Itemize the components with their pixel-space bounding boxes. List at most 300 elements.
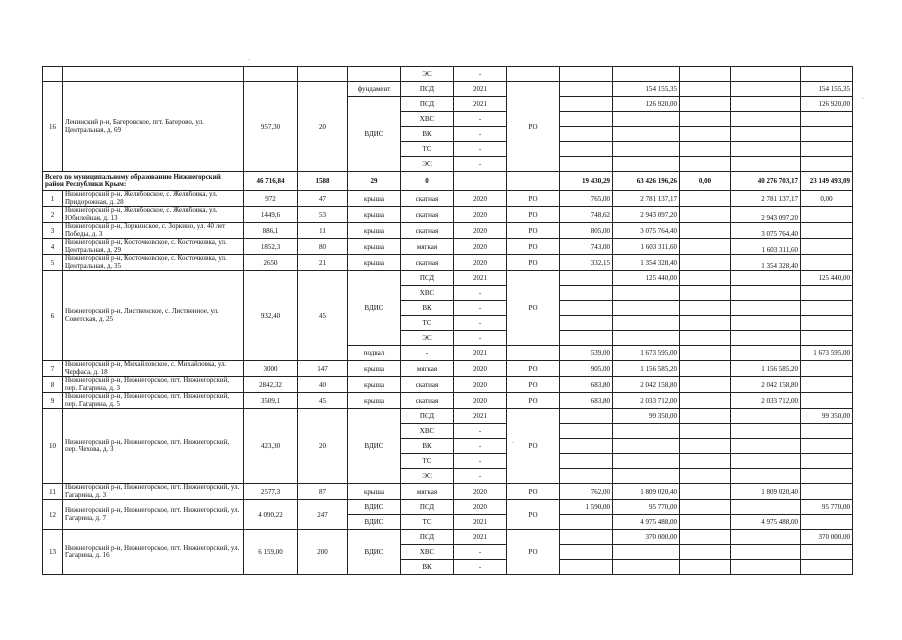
table-cell: 762,00 [560,484,613,500]
table-cell: ХВС [401,424,454,439]
table-cell: - [454,112,507,127]
table-cell: 45 [298,271,348,361]
table-cell [731,301,801,316]
table-cell: 99 350,00 [801,409,853,424]
table-cell: подвал [348,346,401,361]
table-cell: 2020 [454,484,507,500]
table-cell [613,316,680,331]
capital-repair-table [42,66,853,575]
table-cell: 1 603 311,60 [613,239,680,255]
table-cell: РО [507,377,560,393]
table-cell: 46 716,84 [244,172,298,191]
table-cell: крыша [348,377,401,393]
table-cell: ПСД [401,409,454,424]
table-cell [801,316,853,331]
table-cell [43,67,63,82]
table-cell [680,301,731,316]
table-cell [801,469,853,484]
table-cell: 2020 [454,500,507,515]
table-cell [613,286,680,301]
table-cell: 6 [43,271,63,361]
table-cell [560,112,613,127]
table-cell: 2650 [244,255,298,271]
table-cell: Нижнегорский р-н, Нижнегорское, пгт. Нижнегорский, пер. Гагарина, д. 3 [63,377,244,393]
table-cell [731,316,801,331]
table-cell: 11 [298,223,348,239]
table-cell [801,331,853,346]
table-cell: - [454,301,507,316]
table-cell: 154 155,35 [613,82,680,97]
table-cell: ЭС [401,331,454,346]
table-cell: 1 673 595,00 [613,346,680,361]
table-row [43,255,853,271]
table-cell: 3 075 764,40 [613,223,680,239]
table-cell [801,377,853,393]
table-row [43,239,853,255]
table-cell [560,286,613,301]
table-cell: 247 [298,500,348,530]
table-cell [560,454,613,469]
table-cell: 2 033 712,00 [613,393,680,409]
table-cell [680,207,731,223]
table-cell [680,484,731,500]
table-cell: 2020 [454,207,507,223]
table-cell: Всего по муниципальному образованию Нижнегорский район Республики Крым: [43,172,244,191]
table-cell: 743,00 [560,239,613,255]
table-cell [244,67,298,82]
table-cell: ХВС [401,286,454,301]
table-cell: крыша [348,255,401,271]
table-cell [613,112,680,127]
table-cell [348,67,401,82]
table-cell: 1 603 311,60 [731,239,801,255]
table-cell: 3 075 764,40 [731,223,801,239]
table-cell: 2 042 158,80 [613,377,680,393]
table-cell [731,142,801,157]
table-cell: скатная [401,377,454,393]
table-row [43,377,853,393]
table-cell [680,112,731,127]
table-cell: 10 [43,409,63,484]
table-cell: 1 673 595,00 [801,346,853,361]
table-cell: 3000 [244,361,298,377]
table-cell: 40 276 703,17 [731,172,801,191]
table-cell: Нижнегорский р-н, Нижнегорское, пгт. Нижнегорский, ул. Гагарина, д. 7 [63,500,244,530]
table-cell: 748,62 [560,207,613,223]
table-cell [731,271,801,286]
table-cell: 125 440,00 [613,271,680,286]
table-cell: 2021 [454,97,507,112]
table-cell [801,67,853,82]
table-cell [680,500,731,515]
table-cell [731,409,801,424]
table-row [43,223,853,239]
table-cell [801,239,853,255]
table-cell: Нижнегорский р-н, Нижнегорское, пгт. Нижнегорский, ул. Гагарина, д. 16 [63,530,244,575]
table-cell [560,271,613,286]
table-cell: 370 000,00 [613,530,680,545]
table-cell [731,454,801,469]
table-cell: 95 770,00 [613,500,680,515]
table-cell: ТС [401,454,454,469]
table-cell: 932,40 [244,271,298,361]
table-cell: 4 975 488,00 [613,515,680,530]
table-cell [801,127,853,142]
table-cell: - [454,424,507,439]
table-cell [680,286,731,301]
table-cell: Ленинский р-н, Багеровское, пгт. Багерово, ул. Центральная, д. 69 [63,82,244,172]
table-cell: Нижнегорский р-н, Нижнегорское, пгт. Нижнегорский, ул. Гагарина, д. 3 [63,484,244,500]
table-cell: 2020 [454,191,507,207]
table-cell: 8 [43,377,63,393]
table-cell: 2 033 712,00 [731,393,801,409]
table-cell [613,157,680,172]
table-cell: РО [507,361,560,377]
table-cell: РО [507,207,560,223]
table-cell: - [454,142,507,157]
table-cell: Нижнегорский р-н, Косточковское, с. Косточковка, ул. Центральная, д. 29 [63,239,244,255]
table-cell: Нижнегорский р-н, Михайловское, с. Михайловка, ул. Черфаса, д. 18 [63,361,244,377]
table-cell: ВДИС [348,500,401,515]
table-cell: ВК [401,127,454,142]
table-cell: ЭС [401,157,454,172]
table-cell [680,67,731,82]
table-cell [613,439,680,454]
table-cell [801,142,853,157]
table-cell: 972 [244,191,298,207]
table-cell [731,82,801,97]
table-row [43,361,853,377]
table-cell: 154 155,35 [801,82,853,97]
table-cell: 683,80 [560,393,613,409]
table-cell [680,239,731,255]
table-cell: 19 430,29 [560,172,613,191]
table-cell [731,286,801,301]
table-cell: ВДИС [348,97,401,172]
table-cell: 11 [43,484,63,500]
table-cell [680,82,731,97]
table-cell: 125 440,00 [801,271,853,286]
table-cell: - [454,127,507,142]
table-cell [560,560,613,575]
table-cell: скатная [401,393,454,409]
table-row [43,207,853,223]
table-cell: - [454,286,507,301]
table-cell [680,424,731,439]
table-cell [613,142,680,157]
total-row [43,172,853,191]
table-cell: ТС [401,142,454,157]
table-cell: 16 [43,82,63,172]
table-cell [560,424,613,439]
table-cell: 95 770,00 [801,500,853,515]
table-cell: 0,00 [680,172,731,191]
table-cell: ПСД [401,530,454,545]
table-cell: РО [507,530,560,575]
table-cell: 4 090,22 [244,500,298,530]
table-cell [613,127,680,142]
table-cell [801,157,853,172]
table-cell [680,127,731,142]
table-cell: 21 [298,255,348,271]
table-cell [507,346,560,361]
table-row [43,82,853,97]
table-cell: 45 [298,393,348,409]
table-cell: крыша [348,393,401,409]
table-cell [560,469,613,484]
table-row [43,67,853,82]
table-cell [731,500,801,515]
table-cell: 2 943 097,20 [613,207,680,223]
table-cell: РО [507,223,560,239]
table-cell: 905,00 [560,361,613,377]
table-cell: Нижнегорский р-н, Лиственское, с. Лиственное, ул. Советская, д. 25 [63,271,244,361]
table-cell: РО [507,393,560,409]
table-cell: ТС [401,515,454,530]
table-cell: скатная [401,207,454,223]
table-row [43,393,853,409]
table-cell [801,545,853,560]
table-cell [507,67,560,82]
table-cell: 2 943 097,20 [731,207,801,223]
table-cell: крыша [348,223,401,239]
table-cell: 2021 [454,271,507,286]
table-cell: 126 920,00 [801,97,853,112]
table-cell: крыша [348,361,401,377]
table-cell: 1 354 328,40 [731,255,801,271]
table-cell: мягкая [401,361,454,377]
table-cell [801,439,853,454]
table-cell: 1449,6 [244,207,298,223]
table-cell [680,157,731,172]
table-cell: РО [507,409,560,484]
table-cell: ЭС [401,469,454,484]
table-cell [298,67,348,82]
table-cell: - [401,346,454,361]
table-cell: 539,00 [560,346,613,361]
table-cell [680,469,731,484]
table-cell: 87 [298,484,348,500]
table-cell: 2842,32 [244,377,298,393]
table-cell: крыша [348,239,401,255]
table-cell [801,560,853,575]
table-cell [801,112,853,127]
table-cell: скатная [401,255,454,271]
table-cell [560,409,613,424]
table-cell [560,97,613,112]
table-cell [801,286,853,301]
table-cell [680,271,731,286]
table-cell: 6 159,00 [244,530,298,575]
table-cell: 2021 [454,515,507,530]
table-cell: 3509,1 [244,393,298,409]
table-cell [560,331,613,346]
table-cell: РО [507,271,560,346]
table-cell: 2020 [454,239,507,255]
table-cell [613,469,680,484]
table-cell [680,361,731,377]
table-cell [680,409,731,424]
table-cell: 1588 [298,172,348,191]
table-cell: мягкая [401,484,454,500]
table-cell [801,255,853,271]
table-cell [731,469,801,484]
table-cell [731,127,801,142]
table-cell: 2020 [454,361,507,377]
scan-speck: · [248,57,250,64]
table-cell: мягкая [401,239,454,255]
table-cell: 765,00 [560,191,613,207]
table-cell: 1 809 020,40 [731,484,801,500]
table-cell [801,361,853,377]
table-cell: 1 156 585,20 [731,361,801,377]
table-cell [680,223,731,239]
table-row [43,530,853,545]
table-cell: 147 [298,361,348,377]
table-cell: 370 000,00 [801,530,853,545]
table-cell [801,223,853,239]
table-cell: Нижнегорский р-н, Желябовское, с. Желябовка, ул. Юбилейная, д. 13 [63,207,244,223]
table-cell: 2020 [454,377,507,393]
table-cell [680,530,731,545]
table-cell: ПСД [401,82,454,97]
table-row [43,484,853,500]
table-cell [560,67,613,82]
table-cell: 2577,3 [244,484,298,500]
table-cell: фундамент [348,82,401,97]
table-cell: - [454,157,507,172]
table-cell: ВК [401,301,454,316]
table-cell [560,127,613,142]
table-cell: ХВС [401,545,454,560]
table-cell [801,424,853,439]
table-cell: ВДИС [348,409,401,484]
table-cell: - [454,545,507,560]
table-cell [731,346,801,361]
table-cell [63,67,244,82]
table-cell [613,424,680,439]
table-cell: скатная [401,191,454,207]
table-cell [801,484,853,500]
table-cell: - [454,316,507,331]
table-cell: ПСД [401,271,454,286]
table-cell: скатная [401,223,454,239]
table-cell: РО [507,239,560,255]
table-row [43,409,853,424]
table-cell: 2021 [454,82,507,97]
table-cell: 2 781 137,17 [731,191,801,207]
table-cell [680,191,731,207]
table-cell: ХВС [401,112,454,127]
table-cell: 13 [43,530,63,575]
table-cell: 1 354 328,40 [613,255,680,271]
table-cell: 2 [43,207,63,223]
table-cell [613,560,680,575]
table-cell: 23 149 493,09 [801,172,853,191]
table-cell: Нижнегорский р-н, Нижнегорское, пгт. Нижнегорский, пер. Гагарина, д. 5 [63,393,244,409]
table-cell [560,142,613,157]
table-cell [731,424,801,439]
table-cell: - [454,560,507,575]
table-cell [560,545,613,560]
table-cell: ВДИС [348,530,401,575]
table-cell: Нижнегорский р-н, Косточковское, с. Косточковка, ул. Центральная, д. 35 [63,255,244,271]
table-cell: ВК [401,560,454,575]
table-cell [507,172,560,191]
table-cell: ВДИС [348,515,401,530]
table-cell: 20 [298,409,348,484]
table-cell: 1852,3 [244,239,298,255]
table-cell [680,560,731,575]
table-row [43,500,853,515]
table-cell: - [454,454,507,469]
table-cell: 53 [298,207,348,223]
table-cell [560,515,613,530]
table-cell: Нижнегорский р-н, Зоркинское, с. Зоркино, ул. 40 лет Победы, д. 3 [63,223,244,239]
table-cell [560,301,613,316]
table-cell: 29 [348,172,401,191]
table-cell [801,301,853,316]
table-cell: РО [507,484,560,500]
table-cell: ПСД [401,97,454,112]
table-cell: 886,1 [244,223,298,239]
table-cell [731,560,801,575]
table-cell [731,439,801,454]
table-cell: 2021 [454,346,507,361]
table-row [43,271,853,286]
table-cell [613,67,680,82]
table-cell [560,316,613,331]
table-cell: ЭС [401,67,454,82]
scan-speck: · [862,96,864,103]
table-cell: РО [507,500,560,530]
table-cell [731,530,801,545]
table-cell [801,207,853,223]
table-cell [731,331,801,346]
table-cell [680,316,731,331]
table-cell: 47 [298,191,348,207]
table-cell: Нижнегорский р-н, Желябовское, с. Желябовка, ул. Придорожная, д. 28 [63,191,244,207]
table-cell [680,142,731,157]
table-cell: 126 920,00 [613,97,680,112]
table-cell: - [454,331,507,346]
table-cell [613,331,680,346]
table-cell: 332,15 [560,255,613,271]
table-cell: 2 781 137,17 [613,191,680,207]
table-cell [680,439,731,454]
table-cell [560,82,613,97]
table-cell [613,545,680,560]
table-cell: 2020 [454,255,507,271]
table-cell [560,439,613,454]
table-cell: 200 [298,530,348,575]
table-cell [560,530,613,545]
table-cell: 9 [43,393,63,409]
table-cell: 2021 [454,409,507,424]
table-cell: 1 809 020,40 [613,484,680,500]
table-cell: 12 [43,500,63,530]
table-cell: 4 975 488,00 [731,515,801,530]
table-cell [560,157,613,172]
table-cell: РО [507,255,560,271]
table-cell [801,515,853,530]
table-cell [731,67,801,82]
table-cell [680,515,731,530]
table-cell [680,454,731,469]
table-cell: 1 156 585,20 [613,361,680,377]
table-cell [613,301,680,316]
table-cell [731,97,801,112]
